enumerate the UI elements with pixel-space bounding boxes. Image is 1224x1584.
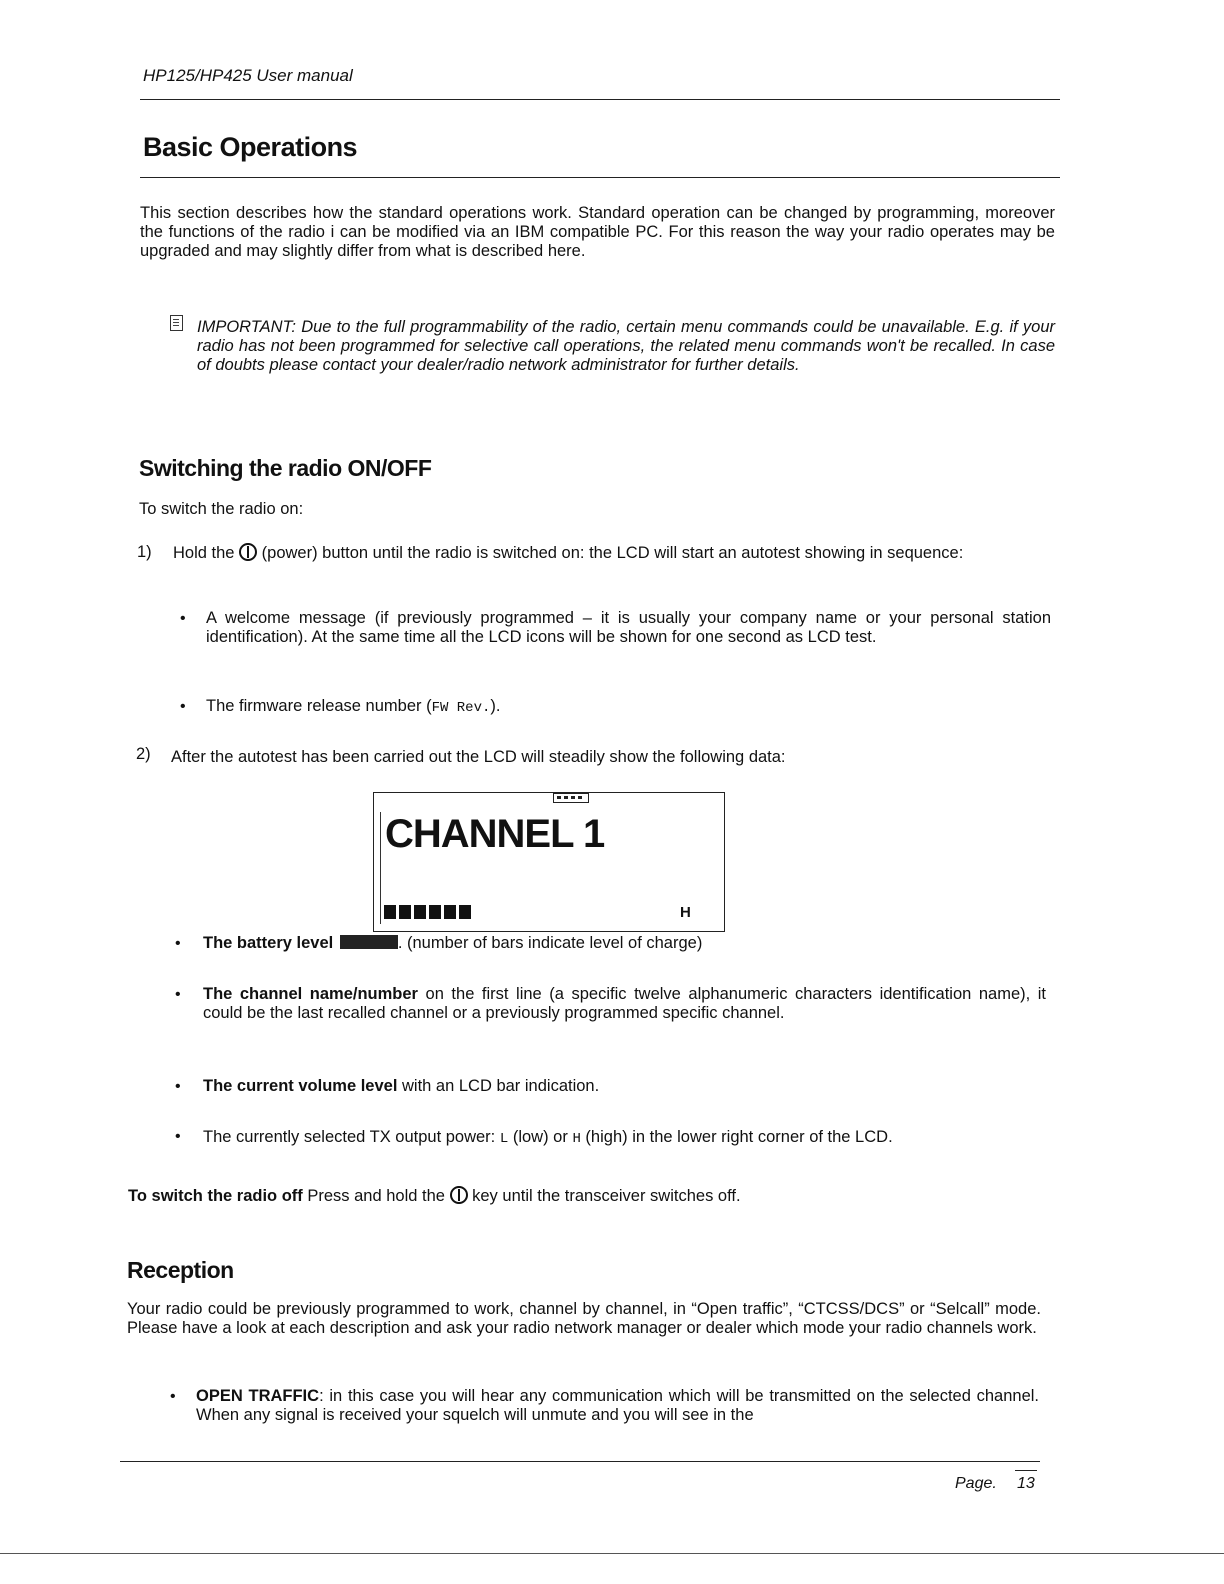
- reception-intro: Your radio could be previously programmed to work, channel by channel, in “Open traffic”, “CTCSS/DCS” or “Selcall” mode. Please have a look at each description and ask your radio network manager or dealer which mode your radio channels work.: [127, 1300, 1041, 1337]
- bullet-dot: •: [175, 935, 181, 952]
- step-1-text: Hold the (power) button until the radio is switched on: the LCD will start an autotest showing in sequence:: [173, 544, 964, 562]
- bullet-tx-power: The currently selected TX output power: L (low) or H (high) in the lower right corner of the LCD.: [203, 1128, 893, 1147]
- lcd-channel-name: CHANNEL 1: [385, 812, 605, 856]
- step-1-number: 1): [137, 543, 152, 561]
- bullet-volume: The current volume level with an LCD bar indication.: [203, 1077, 600, 1095]
- power-icon: [450, 1186, 468, 1204]
- footer-rule: [120, 1461, 1040, 1462]
- signal-icon: [553, 793, 589, 803]
- page-number: 13: [1017, 1475, 1035, 1492]
- important-note: IMPORTANT: Due to the full programmability of the radio, certain menu commands could be unavailable. E.g. if your radio has not been programmed for selective call operations, the related menu commands won't be recalled. In case of doubts please contact your dealer/radio network administrator for further details.: [197, 318, 1055, 374]
- page-label: Page.: [955, 1475, 997, 1492]
- note-icon: [170, 315, 183, 336]
- lcd-volume-bar: [414, 905, 426, 919]
- lcd-volume-bar: [429, 905, 441, 919]
- section-rule: [140, 177, 1060, 178]
- lcd-volume-bar: [399, 905, 411, 919]
- switch-on-lead: To switch the radio on:: [139, 500, 304, 518]
- bullet-welcome: A welcome message (if previously programmed – it is usually your company name or your personal station identification). At the same time all the LCD icons will be shown for one second as LCD test.: [206, 609, 1051, 646]
- bullet-dot: •: [180, 610, 186, 627]
- scan-edge-line: [0, 1553, 1224, 1554]
- bullet-firmware: The firmware release number (FW Rev.).: [206, 697, 501, 716]
- bullet-dot: •: [170, 1388, 176, 1405]
- lcd-volume-bar: [384, 905, 396, 919]
- running-header: HP125/HP425 User manual: [143, 66, 353, 85]
- step-2-text: After the autotest has been carried out the LCD will steadily show the following data:: [171, 748, 786, 766]
- bullet-dot: •: [175, 986, 181, 1003]
- lcd-volume-bar: [444, 905, 456, 919]
- lcd-volume-bars: [384, 905, 471, 919]
- step-2-number: 2): [136, 745, 151, 763]
- bullet-dot: •: [175, 1128, 181, 1145]
- battery-icon: [340, 935, 398, 949]
- lcd-power-indicator: H: [680, 904, 691, 921]
- intro-paragraph: This section describes how the standard operations work. Standard operation can be changed by programming, moreover the functions of the radio i can be modified via an IBM compatible PC. For this reason the way your radio operates may be upgraded and may slightly differ from what is described here.: [140, 204, 1055, 260]
- lcd-inner-border: [380, 812, 381, 924]
- bullet-dot: •: [175, 1078, 181, 1095]
- power-icon: [239, 543, 257, 561]
- section-title-reception: Reception: [127, 1257, 234, 1283]
- bullet-battery: The battery level . (number of bars indicate level of charge): [203, 934, 703, 952]
- bullet-channel: The channel name/number on the first line (a specific twelve alphanumeric characters identification name), it could be the last recalled channel or a previously programmed specific channel.: [203, 985, 1047, 1022]
- lcd-volume-bar: [459, 905, 471, 919]
- section-title-basic-operations: Basic Operations: [143, 132, 358, 162]
- section-title-switching: Switching the radio ON/OFF: [139, 455, 432, 481]
- switch-off-paragraph: To switch the radio off Press and hold the key until the transceiver switches off.: [128, 1187, 741, 1205]
- page-number-rule: [1015, 1470, 1037, 1471]
- header-rule: [140, 99, 1060, 100]
- bullet-dot: •: [180, 698, 186, 715]
- bullet-open-traffic: OPEN TRAFFIC: in this case you will hear any communication which will be transmitted on the selected channel. When any signal is received your squelch will unmute and you will see in the: [196, 1387, 1039, 1424]
